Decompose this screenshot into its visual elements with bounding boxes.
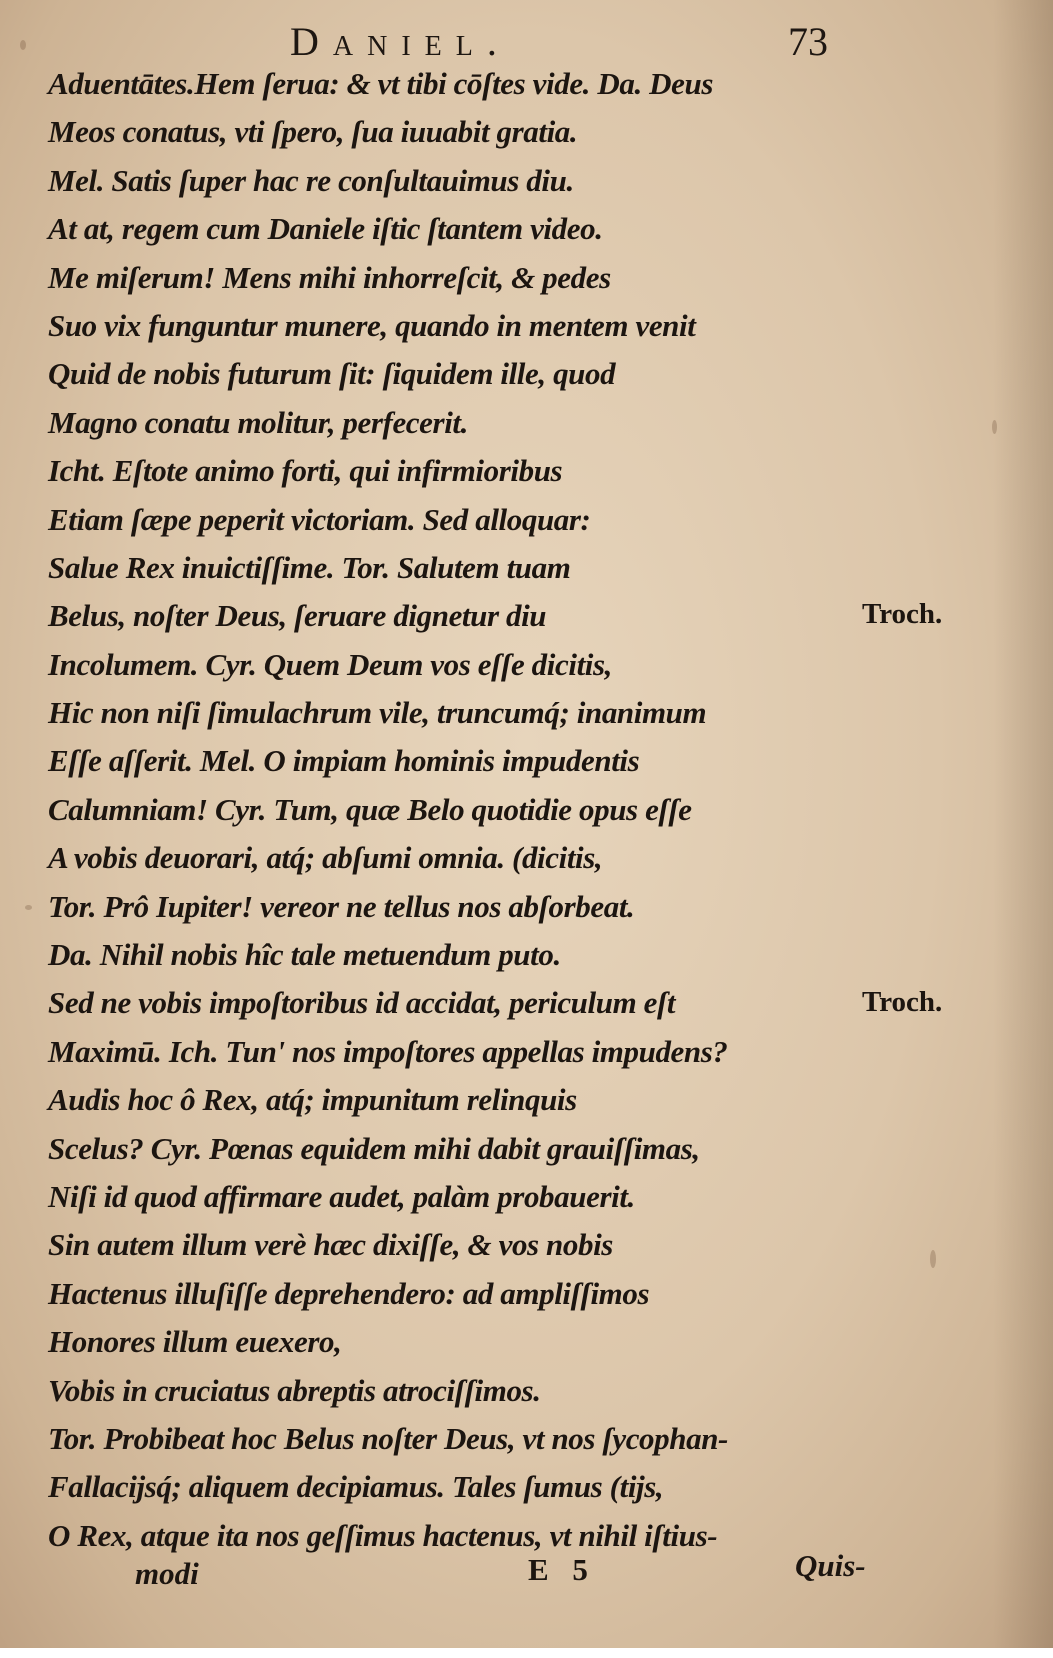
verse-line: Etiam ſæpe peperit victoriam. Sed alloquar: (48, 501, 591, 537)
verse-line: Me miſerum! Mens mihi inhorreſcit, & pedes (48, 259, 611, 295)
margin-note-meter: Troch. (862, 985, 943, 1018)
verse-line: Vobis in cruciatus abreptis atrociſſimos. (48, 1372, 541, 1408)
paper-stain (25, 905, 32, 910)
verse-line: Quid de nobis futurum ſit: ſiquidem ille, quod (48, 356, 616, 392)
verse-line: O Rex, atque ita nos geſſimus hactenus, vt nihil iſtius- (48, 1517, 718, 1553)
paper-stain (930, 1250, 936, 1268)
page-footer (0, 1548, 1053, 1616)
page-header (0, 14, 1053, 64)
verse-line: Hic non niſi ſimulachrum vile, truncumq́; inanimum (48, 695, 707, 731)
verse-line: Incolumem. Cyr. Quem Deum vos eſſe dicitis, (48, 646, 613, 682)
running-head: Daniel. (290, 19, 511, 64)
verse-line: Magno conatu molitur, perfecerit. (48, 404, 468, 440)
paper-stain (992, 420, 997, 434)
footer-catchword-left: modi (135, 1556, 199, 1591)
verse-line: Sin autem illum verè hæc dixiſſe, & vos nobis (48, 1227, 613, 1263)
verse-line: A vobis deuorari, atq́; abſumi omnia. (dicitis, (48, 840, 603, 876)
verse-line: Da. Nihil nobis hîc tale metuendum puto. (48, 937, 561, 973)
verse-line: Belus, noſter Deus, ſeruare dignetur diu (48, 598, 547, 634)
verse-line: Eſſe aſſerit. Mel. O impiam hominis impudentis (48, 743, 640, 779)
page-number: 73 (788, 19, 828, 64)
verse-line: Calumniam! Cyr. Tum, quæ Belo quotidie opus eſſe (48, 791, 692, 827)
catchword: Quis- (795, 1548, 866, 1583)
margin-note-meter: Troch. (862, 598, 943, 631)
signature-mark: E 5 (528, 1552, 596, 1587)
verse-line: Tor. Probibeat hoc Belus noſter Deus, vt nos ſycophan- (48, 1420, 728, 1456)
verse-line: Audis hoc ô Rex, atq́; impunitum relinquis (48, 1082, 577, 1118)
verse-line: Fallacijsq́; aliquem decipiamus. Tales ſumus (tijs, (48, 1469, 664, 1505)
verse-line: Tor. Prô Iupiter! vereor ne tellus nos abſorbeat. (48, 888, 635, 924)
verse-line: Aduentātes.Hem ſerua: & vt tibi cōſtes vide. Da. Deus (48, 66, 714, 101)
verse-line: Sed ne vobis impoſtoribus id accidat, periculum eſt (48, 985, 676, 1021)
verse-line: Suo vix funguntur munere, quando in mentem venit (48, 307, 696, 343)
verse-line: Hactenus illuſiſſe deprehendero: ad ampliſſimos (48, 1275, 650, 1311)
verse-line: At at, regem cum Daniele iſtic ſtantem video. (48, 211, 603, 247)
verse-line: Scelus? Cyr. Pœnas equidem mihi dabit grauiſſimas, (48, 1130, 700, 1166)
verse-line: Icht. Eſtote animo forti, qui infirmioribus (48, 453, 563, 489)
verse-line: Meos conatus, vti ſpero, ſua iuuabit gratia. (48, 114, 578, 150)
verse-line: Salue Rex inuictiſſime. Tor. Salutem tuam (48, 549, 571, 585)
verse-text (48, 60, 878, 1560)
verse-line: Mel. Satis ſuper hac re conſultauimus diu. (48, 162, 574, 198)
verse-line: Niſi id quod affirmare audet, palàm probauerit. (48, 1178, 635, 1214)
verse-line: Honores illum euexero, (48, 1324, 342, 1360)
verse-line: Maximū. Ich. Tun' nos impoſtores appellas impudens? (48, 1033, 728, 1069)
